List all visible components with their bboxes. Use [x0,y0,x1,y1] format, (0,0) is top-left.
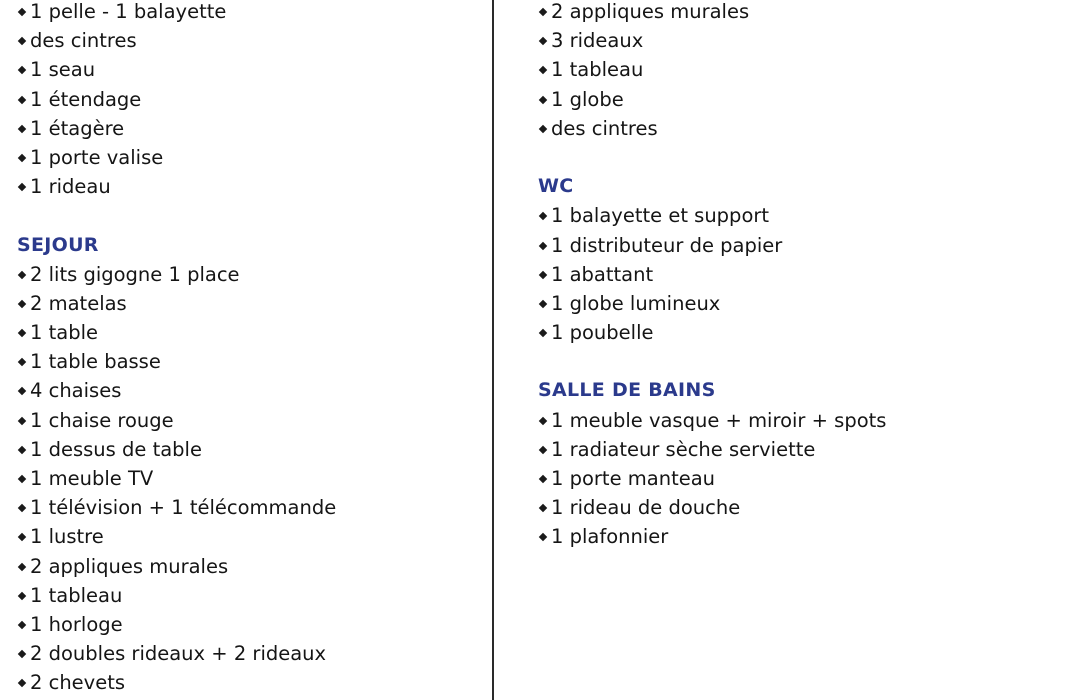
list-item: des cintres [538,114,1058,143]
list-item: 1 meuble TV [17,464,487,493]
list-item: 1 abattant [538,260,1058,289]
diamond-bullet-icon [18,475,26,483]
list-item: 1 table basse [17,347,487,376]
list-item: 1 tableau [17,581,487,610]
list-item: 1 globe [538,85,1058,114]
diamond-bullet-icon [539,504,547,512]
list-item: 4 chaises [17,376,487,405]
diamond-bullet-icon [539,95,547,103]
right-column [538,0,1058,552]
list-item: des cintres [17,26,487,55]
diamond-bullet-icon [539,125,547,133]
list-item: 1 pelle - 1 balayette [17,0,487,26]
list-item: 1 balayette et support [538,201,1058,230]
diamond-bullet-icon [18,562,26,570]
list-item: 1 chaise rouge [17,406,487,435]
list-item: 1 tableau [538,55,1058,84]
list-item: 2 matelas [17,289,487,318]
diamond-bullet-icon [18,592,26,600]
diamond-bullet-icon [18,504,26,512]
spacer [17,201,487,230]
diamond-bullet-icon [539,241,547,249]
diamond-bullet-icon [18,533,26,541]
diamond-bullet-icon [539,212,547,220]
column-divider [492,0,494,700]
diamond-bullet-icon [539,446,547,454]
diamond-bullet-icon [539,300,547,308]
list-item: 1 lustre [17,522,487,551]
spacer [538,143,1058,172]
list-item: 1 poubelle [538,318,1058,347]
list-item: 1 étagère [17,114,487,143]
diamond-bullet-icon [539,416,547,424]
list-item: 1 dessus de table [17,435,487,464]
diamond-bullet-icon [18,650,26,658]
diamond-bullet-icon [539,475,547,483]
list-item: 1 étendage [17,85,487,114]
section-heading-wc: WC [538,175,574,198]
section-heading-sejour: SEJOUR [17,233,99,256]
diamond-bullet-icon [18,95,26,103]
diamond-bullet-icon [18,270,26,278]
list-item: 1 seau [17,55,487,84]
list-item: 1 plafonnier [538,522,1058,551]
list-item: 3 rideaux [538,26,1058,55]
diamond-bullet-icon [18,358,26,366]
section-heading-salle-de-bains: SALLE DE BAINS [538,379,716,402]
diamond-bullet-icon [539,66,547,74]
left-column [17,0,487,698]
list-item: 2 appliques murales [538,0,1058,26]
diamond-bullet-icon [539,37,547,45]
diamond-bullet-icon [18,154,26,162]
list-item: 2 lits gigogne 1 place [17,260,487,289]
diamond-bullet-icon [18,621,26,629]
diamond-bullet-icon [18,183,26,191]
list-item: 1 rideau de douche [538,493,1058,522]
list-item: 1 globe lumineux [538,289,1058,318]
diamond-bullet-icon [18,387,26,395]
diamond-bullet-icon [539,533,547,541]
list-item: 1 porte manteau [538,464,1058,493]
list-item: 1 table [17,318,487,347]
diamond-bullet-icon [539,329,547,337]
list-item: 2 doubles rideaux + 2 rideaux [17,639,487,668]
list-item: 1 rideau [17,172,487,201]
list-item: 1 porte valise [17,143,487,172]
list-item: 1 horloge [17,610,487,639]
diamond-bullet-icon [539,8,547,16]
diamond-bullet-icon [18,125,26,133]
list-item: 1 radiateur sèche serviette [538,435,1058,464]
list-item: 1 distributeur de papier [538,231,1058,260]
diamond-bullet-icon [18,300,26,308]
diamond-bullet-icon [18,66,26,74]
diamond-bullet-icon [18,416,26,424]
diamond-bullet-icon [18,679,26,687]
diamond-bullet-icon [539,270,547,278]
diamond-bullet-icon [18,446,26,454]
diamond-bullet-icon [18,37,26,45]
diamond-bullet-icon [18,329,26,337]
list-item: 1 télévision + 1 télécommande [17,493,487,522]
list-item: 2 appliques murales [17,552,487,581]
spacer [538,347,1058,376]
list-item: 1 meuble vasque + miroir + spots [538,406,1058,435]
diamond-bullet-icon [18,8,26,16]
list-item: 2 chevets [17,668,487,697]
